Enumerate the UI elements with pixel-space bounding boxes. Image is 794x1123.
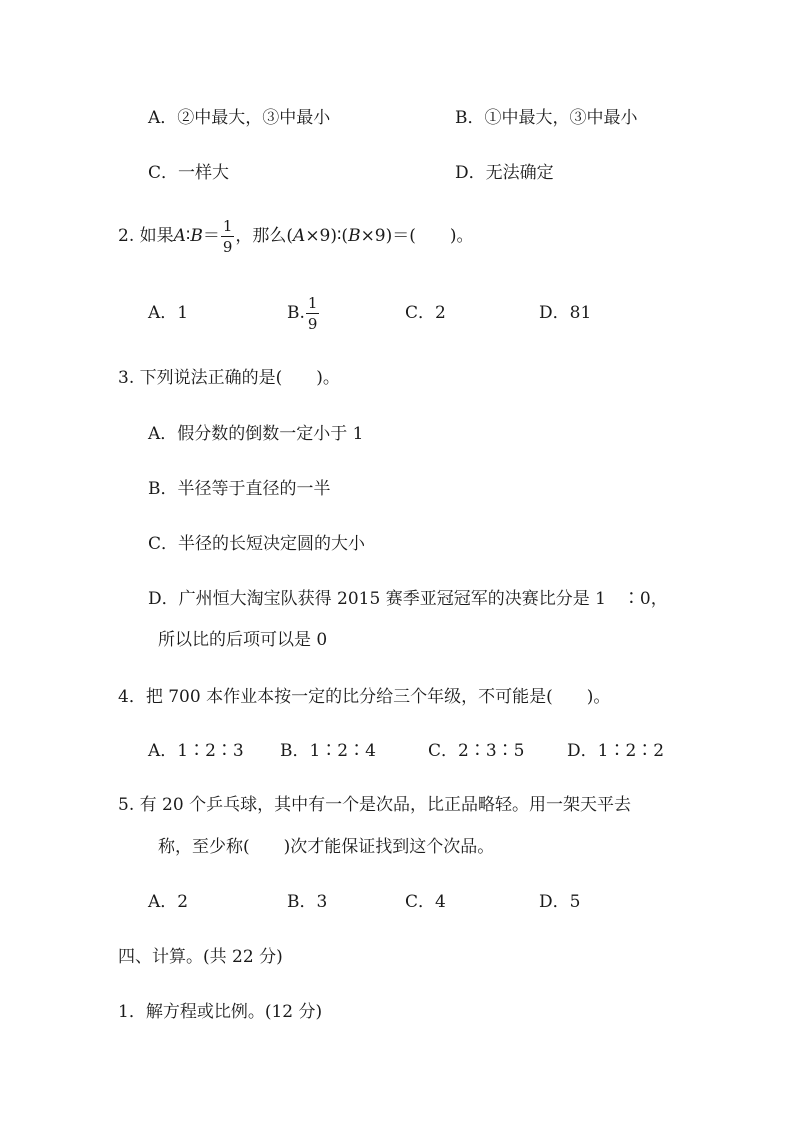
q2-option-b-fraction	[306, 293, 320, 333]
q2-option-b-denominator: 9	[307, 314, 318, 333]
section-heading: 四、计算。(共 22 分)	[118, 947, 283, 967]
q5-stem-line2: 称，至少称( )次才能保证找到这个次品。	[158, 837, 495, 857]
q2-option-b-numerator: 1	[307, 293, 318, 312]
q5-option-d: D．5	[539, 892, 581, 912]
q2-a-rest: ×9)∶(	[305, 226, 349, 246]
q2-b-var: B	[348, 226, 361, 246]
q2-mid: ，那么(	[235, 226, 294, 246]
q2-stem	[118, 216, 474, 256]
q3-option-d-line2: 所以比的后项可以是 0	[158, 630, 328, 650]
q2-option-d: D．81	[539, 303, 592, 323]
q4-stem: 4．把 700 本作业本按一定的比分给三个年级，不可能是( )。	[118, 687, 611, 707]
option-d: D．无法确定	[455, 163, 554, 183]
q3-stem: 3. 下列说法正确的是( )。	[118, 368, 340, 388]
q4-option-a: A．1∶2∶3	[148, 741, 244, 761]
q5-option-a: A．2	[148, 892, 189, 912]
q2-fraction	[221, 216, 235, 256]
q4-option-c: C．2∶3∶5	[428, 741, 525, 761]
q3-option-a: A．假分数的倒数一定小于 1	[148, 424, 364, 444]
q5-stem-line1: 5. 有 20 个乒乓球，其中有一个是次品，比正品略轻。用一架天平去	[118, 795, 632, 815]
q2-option-b-prefix: B.	[287, 303, 305, 323]
q2-colon: ∶	[185, 226, 191, 246]
q2-a-var: A	[293, 226, 306, 246]
q2-option-c: C．2	[405, 303, 446, 323]
q2-b-rest: ×9)＝( )。	[360, 226, 474, 246]
q3-option-c: C．半径的长短决定圆的大小	[148, 534, 366, 554]
option-b: B．①中最大，③中最小	[455, 108, 638, 128]
q3-option-b: B．半径等于直径的一半	[148, 479, 331, 499]
q5-option-c: C．4	[405, 892, 446, 912]
q4-option-b: B．1∶2∶4	[280, 741, 376, 761]
q2-fraction-numerator: 1	[222, 216, 233, 235]
q2-option-a: A．1	[148, 303, 189, 323]
option-c: C．一样大	[148, 163, 230, 183]
q2-option-b	[287, 293, 320, 333]
q2-number: 2. 如果	[118, 226, 174, 246]
q4-option-d: D．1∶2∶2	[567, 741, 665, 761]
q2-equals: ＝	[202, 226, 220, 246]
q2-var-a: A	[173, 226, 186, 246]
section-q1: 1．解方程或比例。(12 分)	[118, 1002, 323, 1022]
option-a: A．②中最大，③中最小	[148, 108, 331, 128]
q2-fraction-denominator: 9	[222, 237, 233, 256]
q2-var-b: B	[190, 226, 203, 246]
q5-option-b: B．3	[287, 892, 328, 912]
q3-option-d-line1: D．广州恒大淘宝队获得 2015 赛季亚冠冠军的决赛比分是 1 ∶0，	[148, 589, 668, 609]
